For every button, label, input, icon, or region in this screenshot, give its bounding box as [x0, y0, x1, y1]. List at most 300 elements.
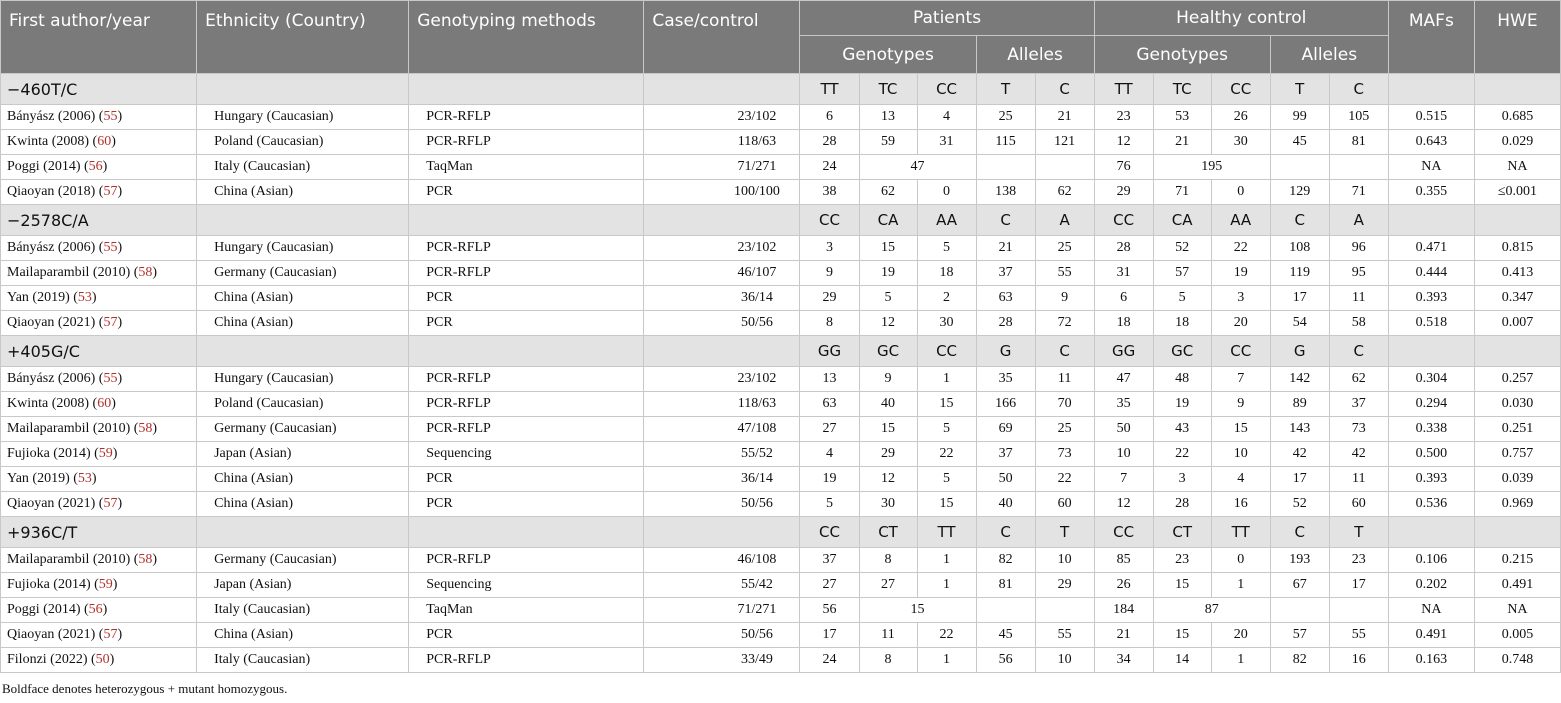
ethnicity-cell: Japan (Asian) [197, 573, 409, 598]
control-value: 30 [1211, 130, 1270, 155]
empty-cell [644, 517, 800, 548]
patient-value: 70 [1035, 392, 1094, 417]
author-cell: Bányász (2006) (55) [1, 367, 197, 392]
control-value: 89 [1270, 392, 1329, 417]
patient-value: 62 [859, 180, 917, 205]
genotype-label: G [1270, 336, 1329, 367]
patient-value: 56 [976, 648, 1035, 673]
control-value: 14 [1153, 648, 1211, 673]
genotype-label: GC [1153, 336, 1211, 367]
empty-cell [644, 74, 800, 105]
control-value: 1 [1211, 648, 1270, 673]
snp-label: +936C/T [1, 517, 197, 548]
reference-link[interactable]: 55 [103, 240, 118, 255]
case-control-cell: 46/107 [644, 261, 800, 286]
table-row [1, 492, 1561, 517]
method-cell: PCR [409, 467, 644, 492]
patient-value: 37 [976, 442, 1035, 467]
snp-section-row [1, 74, 1561, 105]
empty-cell [1388, 74, 1474, 105]
patient-value: 6 [800, 105, 859, 130]
genotype-label: CC [917, 336, 976, 367]
hwe-cell: ≤0.001 [1474, 180, 1560, 205]
reference-link[interactable]: 60 [97, 396, 112, 411]
control-value: 28 [1153, 492, 1211, 517]
case-control-cell: 118/63 [644, 392, 800, 417]
control-value: 22 [1153, 442, 1211, 467]
control-value: 50 [1094, 417, 1153, 442]
genotype-label: T [1329, 517, 1388, 548]
empty-cell [1329, 155, 1388, 180]
hwe-cell: 0.413 [1474, 261, 1560, 286]
patient-value: 40 [976, 492, 1035, 517]
control-value: 11 [1329, 286, 1388, 311]
ethnicity-cell: Italy (Caucasian) [197, 155, 409, 180]
control-value: 60 [1329, 492, 1388, 517]
patient-value: 15 [917, 492, 976, 517]
snp-label: −460T/C [1, 74, 197, 105]
reference-link[interactable]: 58 [138, 265, 153, 280]
ethnicity-cell: Germany (Caucasian) [197, 417, 409, 442]
table-row [1, 467, 1561, 492]
control-value: 20 [1211, 623, 1270, 648]
patient-value: 5 [917, 236, 976, 261]
control-value: 19 [1153, 392, 1211, 417]
empty-cell [1388, 517, 1474, 548]
ethnicity-cell: China (Asian) [197, 467, 409, 492]
maf-cell: 0.294 [1388, 392, 1474, 417]
author-cell: Bányász (2006) (55) [1, 105, 197, 130]
ethnicity-cell: Italy (Caucasian) [197, 648, 409, 673]
patient-value: 8 [859, 548, 917, 573]
genotype-label: A [1035, 205, 1094, 236]
case-control-cell: 71/271 [644, 598, 800, 623]
control-value: 26 [1094, 573, 1153, 598]
patient-value: 13 [859, 105, 917, 130]
patient-value: 3 [800, 236, 859, 261]
genotype-label: C [1329, 74, 1388, 105]
patient-value: 1 [917, 548, 976, 573]
reference-link[interactable]: 53 [77, 471, 92, 486]
reference-link[interactable]: 57 [103, 315, 118, 330]
patient-value: 11 [859, 623, 917, 648]
reference-link[interactable]: 58 [138, 552, 153, 567]
patient-value: 15 [859, 417, 917, 442]
author-name: Poggi (2014) [7, 602, 81, 617]
genotype-label: CC [1211, 74, 1270, 105]
empty-cell [1388, 205, 1474, 236]
control-value: 11 [1329, 467, 1388, 492]
patient-value: 166 [976, 392, 1035, 417]
control-value: 10 [1094, 442, 1153, 467]
control-value: 3 [1211, 286, 1270, 311]
case-control-cell: 71/271 [644, 155, 800, 180]
patient-value: 4 [917, 105, 976, 130]
control-value: 15 [1153, 623, 1211, 648]
patient-value: 22 [917, 442, 976, 467]
control-value: 0 [1211, 180, 1270, 205]
control-value: 85 [1094, 548, 1153, 573]
patient-value: 59 [859, 130, 917, 155]
patient-value: 10 [1035, 648, 1094, 673]
ethnicity-cell: Poland (Caucasian) [197, 392, 409, 417]
genotype-label: C [1035, 74, 1094, 105]
patient-value: 8 [800, 311, 859, 336]
empty-cell [976, 155, 1035, 180]
control-value: 28 [1094, 236, 1153, 261]
ethnicity-cell: Italy (Caucasian) [197, 598, 409, 623]
author-cell: Poggi (2014) (56) [1, 598, 197, 623]
empty-cell [1329, 598, 1388, 623]
control-value: 0 [1211, 548, 1270, 573]
patient-value: 56 [800, 598, 859, 623]
method-cell: PCR-RFLP [409, 130, 644, 155]
reference-link[interactable]: 56 [88, 159, 103, 174]
case-control-cell: 50/56 [644, 492, 800, 517]
reference-link[interactable]: 57 [103, 496, 118, 511]
control-value: 1 [1211, 573, 1270, 598]
hwe-cell: 0.005 [1474, 623, 1560, 648]
patient-value: 82 [976, 548, 1035, 573]
control-value: 29 [1094, 180, 1153, 205]
hwe-cell: 0.039 [1474, 467, 1560, 492]
control-value: 48 [1153, 367, 1211, 392]
col-case-control: Case/control [644, 1, 800, 74]
hwe-cell: 0.685 [1474, 105, 1560, 130]
patient-value: 15 [859, 236, 917, 261]
reference-link[interactable]: 55 [103, 371, 118, 386]
control-value: 195 [1153, 155, 1270, 180]
patient-value: 63 [800, 392, 859, 417]
hwe-cell: 0.029 [1474, 130, 1560, 155]
method-cell: TaqMan [409, 598, 644, 623]
genotype-label: AA [917, 205, 976, 236]
patient-value: 5 [800, 492, 859, 517]
method-cell: PCR-RFLP [409, 105, 644, 130]
patient-value: 25 [1035, 417, 1094, 442]
patient-value: 121 [1035, 130, 1094, 155]
genotype-label: CC [1094, 517, 1153, 548]
author-cell: Mailaparambil (2010) (58) [1, 261, 197, 286]
author-cell: Mailaparambil (2010) (58) [1, 548, 197, 573]
hwe-cell: NA [1474, 598, 1560, 623]
control-value: 76 [1094, 155, 1153, 180]
patient-value: 15 [917, 392, 976, 417]
empty-cell [197, 336, 409, 367]
patient-value: 72 [1035, 311, 1094, 336]
table-row [1, 598, 1561, 623]
genotype-label: C [1270, 517, 1329, 548]
empty-cell [1270, 598, 1329, 623]
maf-cell: 0.444 [1388, 261, 1474, 286]
genotype-label: AA [1211, 205, 1270, 236]
patient-value: 138 [976, 180, 1035, 205]
control-value: 62 [1329, 367, 1388, 392]
reference-link[interactable]: 55 [103, 109, 118, 124]
patient-value: 22 [1035, 467, 1094, 492]
reference-link[interactable]: 56 [88, 602, 103, 617]
patient-value: 55 [1035, 623, 1094, 648]
case-control-cell: 36/14 [644, 467, 800, 492]
control-value: 71 [1329, 180, 1388, 205]
table-row [1, 261, 1561, 286]
author-name: Filonzi (2022) [7, 652, 88, 667]
author-name: Mailaparambil (2010) [7, 421, 131, 436]
control-value: 45 [1270, 130, 1329, 155]
control-value: 23 [1094, 105, 1153, 130]
reference-link[interactable]: 60 [97, 134, 112, 149]
patient-value: 9 [800, 261, 859, 286]
reference-link[interactable]: 59 [98, 446, 113, 461]
empty-cell [197, 205, 409, 236]
genotype-label: C [976, 517, 1035, 548]
genotype-label: TT [1211, 517, 1270, 548]
snp-label: −2578C/A [1, 205, 197, 236]
snp-section-row [1, 336, 1561, 367]
genotype-label: CC [1211, 336, 1270, 367]
control-value: 54 [1270, 311, 1329, 336]
hwe-cell: 0.757 [1474, 442, 1560, 467]
patient-value: 17 [800, 623, 859, 648]
maf-cell: 0.491 [1388, 623, 1474, 648]
footnote: Boldface denotes heterozygous + mutant homozygous. [2, 681, 288, 696]
patient-value: 13 [800, 367, 859, 392]
patient-value: 1 [917, 648, 976, 673]
control-value: 99 [1270, 105, 1329, 130]
maf-cell: NA [1388, 598, 1474, 623]
control-value: 18 [1094, 311, 1153, 336]
method-cell: Sequencing [409, 442, 644, 467]
maf-cell: 0.106 [1388, 548, 1474, 573]
table-row [1, 573, 1561, 598]
genotype-label: TT [1094, 74, 1153, 105]
author-name: Bányász (2006) [7, 240, 96, 255]
genotype-label: G [976, 336, 1035, 367]
col-genotyping: Genotyping methods [409, 1, 644, 74]
genotype-label: C [1035, 336, 1094, 367]
author-cell: Qiaoyan (2021) (57) [1, 311, 197, 336]
control-value: 119 [1270, 261, 1329, 286]
maf-cell: 0.643 [1388, 130, 1474, 155]
genotype-label: GC [859, 336, 917, 367]
method-cell: PCR-RFLP [409, 261, 644, 286]
control-value: 53 [1153, 105, 1211, 130]
method-cell: PCR-RFLP [409, 367, 644, 392]
genotype-label: CC [917, 74, 976, 105]
patient-value: 47 [859, 155, 976, 180]
patient-value: 28 [800, 130, 859, 155]
empty-cell [1388, 336, 1474, 367]
hwe-cell: 0.815 [1474, 236, 1560, 261]
reference-link[interactable]: 59 [98, 577, 113, 592]
genotype-label: CC [800, 517, 859, 548]
genotype-label: GG [800, 336, 859, 367]
author-name: Qiaoyan (2021) [7, 315, 96, 330]
control-genotypes: Genotypes [1094, 36, 1270, 74]
patient-value: 5 [859, 286, 917, 311]
author-cell: Kwinta (2008) (60) [1, 130, 197, 155]
control-value: 7 [1211, 367, 1270, 392]
ethnicity-cell: China (Asian) [197, 180, 409, 205]
reference-link[interactable]: 57 [103, 184, 118, 199]
author-name: Bányász (2006) [7, 371, 96, 386]
patient-value: 81 [976, 573, 1035, 598]
genotype-label: T [1035, 517, 1094, 548]
author-cell: Fujioka (2014) (59) [1, 442, 197, 467]
maf-cell: 0.515 [1388, 105, 1474, 130]
ethnicity-cell: Japan (Asian) [197, 442, 409, 467]
genotype-label: CC [1094, 205, 1153, 236]
control-value: 10 [1211, 442, 1270, 467]
col-healthy-control: Healthy control [1094, 1, 1388, 36]
control-value: 142 [1270, 367, 1329, 392]
ethnicity-cell: Hungary (Caucasian) [197, 367, 409, 392]
snp-section-row [1, 205, 1561, 236]
author-cell: Bányász (2006) (55) [1, 236, 197, 261]
control-value: 3 [1153, 467, 1211, 492]
hwe-cell: 0.969 [1474, 492, 1560, 517]
patient-value: 73 [1035, 442, 1094, 467]
case-control-cell: 55/52 [644, 442, 800, 467]
control-value: 5 [1153, 286, 1211, 311]
reference-link[interactable]: 50 [95, 652, 110, 667]
empty-cell [1270, 155, 1329, 180]
control-value: 9 [1211, 392, 1270, 417]
genotype-label: A [1329, 205, 1388, 236]
empty-cell [1035, 155, 1094, 180]
patient-value: 9 [859, 367, 917, 392]
genotype-label: TT [800, 74, 859, 105]
patient-value: 62 [1035, 180, 1094, 205]
header-row [1, 1, 1561, 36]
control-value: 34 [1094, 648, 1153, 673]
patient-value: 21 [976, 236, 1035, 261]
control-value: 4 [1211, 467, 1270, 492]
maf-cell: 0.393 [1388, 467, 1474, 492]
hwe-cell: NA [1474, 155, 1560, 180]
ethnicity-cell: China (Asian) [197, 492, 409, 517]
case-control-cell: 23/102 [644, 236, 800, 261]
control-value: 16 [1211, 492, 1270, 517]
empty-cell [409, 517, 644, 548]
case-control-cell: 23/102 [644, 367, 800, 392]
patient-value: 55 [1035, 261, 1094, 286]
patient-value: 29 [800, 286, 859, 311]
genotype-label: C [1270, 205, 1329, 236]
control-value: 15 [1153, 573, 1211, 598]
control-value: 16 [1329, 648, 1388, 673]
control-value: 55 [1329, 623, 1388, 648]
case-control-cell: 23/102 [644, 105, 800, 130]
table-row [1, 286, 1561, 311]
empty-cell [409, 205, 644, 236]
control-value: 81 [1329, 130, 1388, 155]
control-value: 35 [1094, 392, 1153, 417]
genotype-label: CT [1153, 517, 1211, 548]
author-cell: Yan (2019) (53) [1, 467, 197, 492]
ethnicity-cell: Germany (Caucasian) [197, 548, 409, 573]
patient-value: 69 [976, 417, 1035, 442]
control-value: 143 [1270, 417, 1329, 442]
table-row [1, 105, 1561, 130]
control-value: 58 [1329, 311, 1388, 336]
author-cell: Yan (2019) (53) [1, 286, 197, 311]
author-cell: Filonzi (2022) (50) [1, 648, 197, 673]
control-value: 73 [1329, 417, 1388, 442]
table-row [1, 180, 1561, 205]
patient-value: 63 [976, 286, 1035, 311]
method-cell: TaqMan [409, 155, 644, 180]
author-cell: Qiaoyan (2021) (57) [1, 492, 197, 517]
empty-cell [1474, 336, 1560, 367]
genotype-label: T [1270, 74, 1329, 105]
table-row [1, 236, 1561, 261]
control-value: 23 [1153, 548, 1211, 573]
author-cell: Fujioka (2014) (59) [1, 573, 197, 598]
control-value: 6 [1094, 286, 1153, 311]
patient-value: 24 [800, 155, 859, 180]
author-name: Fujioka (2014) [7, 446, 91, 461]
table-body [1, 74, 1561, 673]
hwe-cell: 0.007 [1474, 311, 1560, 336]
method-cell: PCR-RFLP [409, 648, 644, 673]
patient-value: 60 [1035, 492, 1094, 517]
maf-cell: 0.202 [1388, 573, 1474, 598]
author-name: Kwinta (2008) [7, 134, 90, 149]
patient-value: 2 [917, 286, 976, 311]
author-cell: Poggi (2014) (56) [1, 155, 197, 180]
maf-cell: 0.500 [1388, 442, 1474, 467]
genotype-label: T [976, 74, 1035, 105]
control-value: 26 [1211, 105, 1270, 130]
case-control-cell: 100/100 [644, 180, 800, 205]
patient-value: 8 [859, 648, 917, 673]
author-name: Qiaoyan (2021) [7, 627, 96, 642]
empty-cell [1035, 598, 1094, 623]
control-value: 108 [1270, 236, 1329, 261]
patient-value: 0 [917, 180, 976, 205]
table-row [1, 155, 1561, 180]
patient-value: 28 [976, 311, 1035, 336]
control-value: 17 [1270, 467, 1329, 492]
control-value: 20 [1211, 311, 1270, 336]
snp-label: +405G/C [1, 336, 197, 367]
reference-link[interactable]: 58 [138, 421, 153, 436]
patient-value: 24 [800, 648, 859, 673]
patient-value: 1 [917, 573, 976, 598]
hwe-cell: 0.748 [1474, 648, 1560, 673]
table-row [1, 417, 1561, 442]
hwe-cell: 0.215 [1474, 548, 1560, 573]
control-value: 17 [1329, 573, 1388, 598]
author-name: Qiaoyan (2021) [7, 496, 96, 511]
control-value: 18 [1153, 311, 1211, 336]
control-value: 42 [1329, 442, 1388, 467]
case-control-cell: 55/42 [644, 573, 800, 598]
reference-link[interactable]: 53 [77, 290, 92, 305]
method-cell: PCR-RFLP [409, 392, 644, 417]
reference-link[interactable]: 57 [103, 627, 118, 642]
patient-value: 27 [859, 573, 917, 598]
control-value: 105 [1329, 105, 1388, 130]
control-value: 21 [1153, 130, 1211, 155]
author-name: Mailaparambil (2010) [7, 265, 131, 280]
patient-value: 30 [859, 492, 917, 517]
method-cell: PCR [409, 623, 644, 648]
control-value: 184 [1094, 598, 1153, 623]
ethnicity-cell: China (Asian) [197, 623, 409, 648]
maf-cell: NA [1388, 155, 1474, 180]
